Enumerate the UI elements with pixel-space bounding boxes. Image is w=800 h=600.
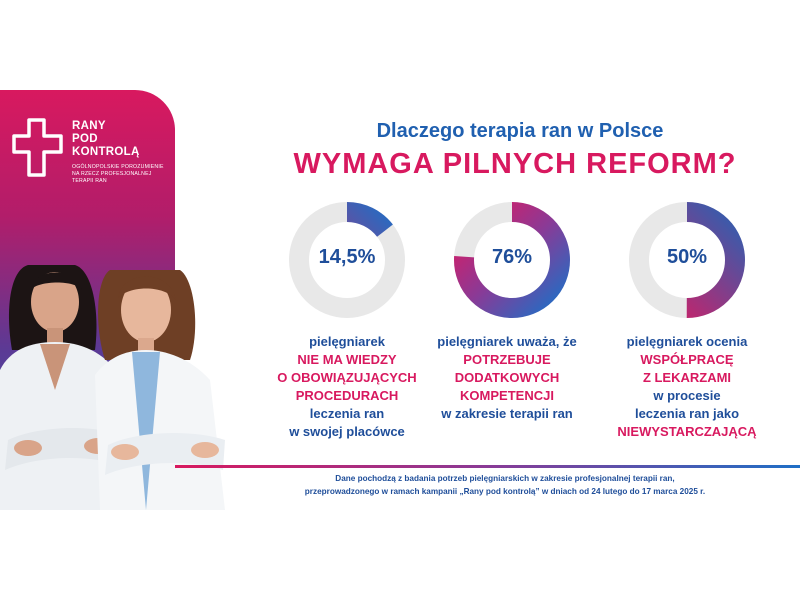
description-line: KOMPETENCJI	[460, 388, 554, 403]
footnote-line: przeprowadzonego w ramach kampanii „Rany pod kontrolą” w dniach od 24 lutego do 17 marca 2025 r.	[304, 487, 706, 496]
description-line: POTRZEBUJE	[463, 352, 551, 367]
description-line: w zakresie terapii ran	[441, 406, 573, 421]
description-line: WSPÓŁPRACĘ	[640, 352, 734, 367]
infographic-card	[0, 90, 800, 510]
description-line: O OBOWIĄZUJĄCYCH	[277, 370, 417, 385]
stat-value: 50%	[666, 246, 708, 268]
logo-name-line: POD	[72, 133, 98, 145]
logo-name	[72, 120, 140, 159]
logo	[12, 118, 172, 198]
divider	[175, 465, 800, 468]
description-line: NIEWYSTARCZAJĄCĄ	[617, 424, 757, 439]
logo-subtitle-line: OGÓLNOPOLSKIE POROZUMIENIE	[72, 164, 164, 170]
logo-subtitle	[72, 164, 164, 185]
logo-subtitle-line: NA RZECZ PROFESJONALNEJ	[72, 171, 152, 177]
source-footnote	[255, 472, 755, 498]
stat-description-3	[597, 333, 777, 441]
description-line: pielęgniarek ocenia	[626, 334, 748, 349]
stat-value: 14,5%	[318, 246, 376, 268]
logo-name-line: KONTROLĄ	[72, 146, 140, 158]
stat-donut-2	[437, 200, 587, 320]
stat-description-1	[257, 333, 437, 441]
description-line: pielęgniarek	[309, 334, 385, 349]
stat-value: 76%	[491, 246, 533, 268]
description-line: PROCEDURACH	[295, 388, 399, 403]
nurse-right	[95, 270, 225, 510]
description-line: w swojej placówce	[289, 424, 405, 439]
heading-line-2: WYMAGA PILNYCH REFORM?	[293, 148, 737, 180]
stat-donut-1	[272, 200, 422, 320]
description-line: DODATKOWYCH	[454, 370, 560, 385]
stat-donut-3	[612, 200, 762, 320]
description-line: Z LEKARZAMI	[642, 370, 732, 385]
stat-description-2	[417, 333, 597, 423]
nurses-photo	[0, 240, 250, 510]
description-line: w procesie	[653, 388, 721, 403]
heading-line-1: Dlaczego terapia ran w Polsce	[376, 120, 664, 142]
description-line: leczenia ran	[309, 406, 385, 421]
medical-cross-icon	[12, 118, 64, 178]
description-line: leczenia ran jako	[634, 406, 740, 421]
description-line: NIE MA WIEDZY	[297, 352, 397, 367]
logo-subtitle-line: TERAPII RAN	[72, 178, 107, 184]
logo-name-line: RANY	[72, 120, 106, 132]
description-line: pielęgniarek uważa, że	[437, 334, 577, 349]
footnote-line: Dane pochodzą z badania potrzeb pielęgniarskich w zakresie profesjonalnej terapii ran,	[335, 474, 675, 483]
